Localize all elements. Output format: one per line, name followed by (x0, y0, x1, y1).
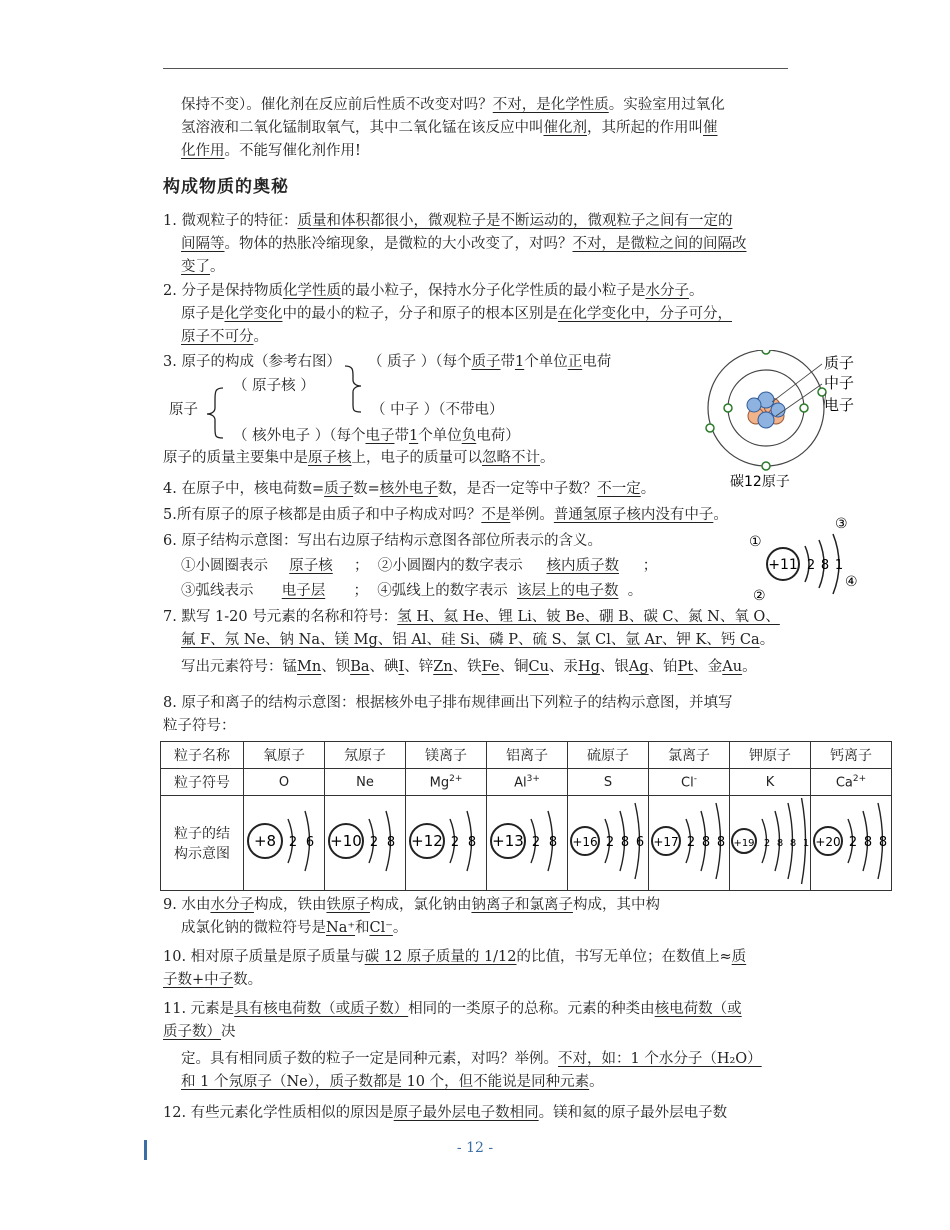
text: ； (354, 558, 369, 574)
answer: Pt (677, 659, 694, 675)
text: 。不能写催化剂作用! (224, 143, 361, 159)
particle-name: 镁离子 (406, 742, 487, 769)
text: （ 原子核 ） (233, 378, 315, 394)
answer: 忽略不计 (482, 450, 540, 466)
text: 。 (713, 507, 728, 523)
text: 、锌 (404, 659, 434, 675)
structure-diagram-cell (325, 796, 406, 891)
particle-symbol (811, 769, 892, 796)
text: （ 质子 ）（每个 (368, 354, 472, 370)
text: 带 (500, 354, 515, 370)
answer: 化作用 (181, 143, 225, 159)
shell-electron-count: 2 (450, 835, 460, 850)
sodium-structure-diagram (745, 512, 865, 604)
diagram-caption: 碳12原子 (730, 474, 790, 490)
marker-2: ② (753, 588, 766, 604)
text: 构示意图 (174, 846, 230, 862)
answer: 正 (567, 354, 583, 370)
text: 。物体的热胀冷缩现象，是微粒的大小改变了，对吗？ (224, 236, 573, 252)
text: 、铂 (648, 659, 678, 675)
shell-electron-count: 8 (716, 835, 726, 850)
charge-superscript: 2+ (449, 773, 463, 784)
row-header-name: 粒子名称 (161, 742, 244, 769)
answer: 1 (514, 354, 525, 370)
charge-superscript: 2+ (852, 773, 867, 784)
symbol-text: O (278, 774, 290, 790)
symbol-text: Al (514, 775, 527, 791)
particle-name: 氧原子 (244, 742, 325, 769)
text: 。 (742, 659, 757, 675)
text: 、银 (599, 659, 629, 675)
shell-electron-count: 2 (763, 838, 771, 849)
answer: Cu (528, 659, 549, 675)
answer: Cl⁻ (369, 920, 393, 936)
question-5 (163, 504, 788, 527)
text: （ 中子 ）（不带电） (371, 402, 504, 418)
question-11 (163, 998, 788, 1094)
particle-name: 氖原子 (325, 742, 406, 769)
text: ，其所起的作用叫 (587, 120, 703, 136)
answer: 中子 (204, 972, 234, 988)
answer: 具有核电荷数（或质子数） (234, 1001, 409, 1017)
text: 5.所有原子的原子核都是由质子和中子构成对吗？ (163, 507, 482, 523)
shell-count: 8 (820, 558, 830, 573)
answer: 不对，如：1 个水分子（H₂O） (558, 1051, 762, 1067)
question-9 (163, 894, 788, 940)
answer: 铁原子 (326, 897, 370, 913)
text: 、金 (693, 659, 723, 675)
text: 电荷 (582, 354, 612, 370)
structure-diagram-cell (244, 796, 325, 891)
text: 8. 原子和离子的结构示意图：根据核外电子排布规律画出下列粒子的结构示意图，并填写 (163, 695, 733, 711)
charge-superscript: 3+ (526, 773, 540, 784)
shell-count: 1 (834, 558, 844, 573)
text: 11. 元素是 (163, 1001, 235, 1017)
text: ； (353, 583, 368, 599)
answer: 原子核 (308, 450, 352, 466)
text: 构成，铁由 (253, 897, 327, 913)
nucleus-label: +17 (653, 835, 679, 849)
shell-electron-count: 6 (635, 835, 645, 850)
answer: 不一定 (597, 481, 641, 497)
answer: Ba (350, 659, 370, 675)
text: 数= (353, 481, 380, 497)
text: 。镁和氦的原子最外层电子数 (538, 1105, 728, 1121)
answer: 催化剂 (543, 120, 587, 136)
question-10 (163, 946, 788, 992)
text: 原子是 (181, 306, 225, 322)
particle-name: 钙离子 (811, 742, 892, 769)
text: 相同的一类原子的总称。元素的种类由 (408, 1001, 655, 1017)
particle-symbol (325, 769, 406, 796)
text: ④弧线上的数字表示 (377, 583, 508, 599)
particle-name: 氯离子 (649, 742, 730, 769)
shell-electron-count: 8 (863, 835, 873, 850)
shell-electron-count: 8 (878, 835, 888, 850)
text: 、汞 (548, 659, 578, 675)
shell-electron-count: 2 (369, 835, 379, 850)
text: 12. 有些元素化学性质相似的原因是 (163, 1105, 394, 1121)
marker-1: ① (749, 534, 762, 550)
particle-table (160, 741, 892, 891)
header-rule (163, 68, 788, 69)
text: 氢溶液和二氧化锰制取氧气，其中二氧化锰在该反应中叫 (181, 120, 544, 136)
structure-diagram (244, 798, 324, 884)
answer: Au (722, 659, 743, 675)
answer: I (398, 659, 405, 675)
particle-symbol (406, 769, 487, 796)
text: ①小圆圈表示 (181, 558, 268, 574)
electron-dot (800, 404, 808, 412)
text: （ 核外电子 ）（每个 (233, 428, 366, 444)
structure-diagram-cell (487, 796, 568, 891)
symbol-text: Ca (835, 775, 853, 791)
text: 中的最小的粒子，分子和原子的根本区别是 (282, 306, 558, 322)
structure-diagram (568, 798, 648, 884)
answer: 电子 (365, 428, 395, 444)
structure-diagram-cell (730, 796, 811, 891)
answer: 不是 (481, 507, 511, 523)
text: 、铁 (452, 659, 482, 675)
answer: 质子 (324, 481, 354, 497)
electron-dot (762, 350, 770, 354)
text: 原子 (169, 402, 198, 418)
text: 。 (688, 283, 704, 299)
text: 、铜 (499, 659, 529, 675)
shell-electron-count: 2 (686, 835, 696, 850)
answer: 和 1 个氖原子（Ne），质子数都是 10 个，但不能说是同种元素 (181, 1074, 590, 1090)
structure-diagram (325, 798, 405, 884)
answer: 质子 (471, 354, 501, 370)
text: 粒子的结 (174, 826, 230, 842)
answer: 在化学变化中，分子可分， (558, 306, 732, 322)
answer: 核内质子数 (546, 558, 619, 574)
question-3 (163, 348, 723, 468)
symbol-text: K (765, 774, 775, 790)
intro-paragraph (163, 94, 788, 163)
question-4 (163, 478, 788, 501)
text: ②小圆圈内的数字表示 (377, 558, 523, 574)
answer: 电子层 (281, 583, 326, 599)
answer: 水分子 (645, 283, 689, 299)
text: 的比值，书写无单位；在数值上≈ (516, 949, 732, 965)
answer: 原子不可分 (181, 329, 254, 345)
answer: 质量和体积都很小，微观粒子是不断运动的，微观粒子之间有一定的 (297, 213, 733, 229)
particle-symbol (568, 769, 649, 796)
answer: 核电荷数（或 (654, 1001, 742, 1017)
question-8 (163, 692, 788, 738)
structure-diagram (649, 798, 729, 884)
shell-electron-count: 8 (548, 835, 558, 850)
structure-diagram-cell (568, 796, 649, 891)
structure-diagram (406, 798, 486, 884)
text: 原子的质量主要集中是 (163, 450, 308, 466)
text: 。 (640, 481, 656, 497)
text: 2. 分子是保持物质 (163, 283, 283, 299)
text: 构成，其中构 (572, 897, 660, 913)
particle-symbol (649, 769, 730, 796)
text: 。 (392, 920, 408, 936)
answer: Ag (628, 659, 649, 675)
text: 构成，氯化钠由 (369, 897, 472, 913)
label-neutron: 中子 (824, 374, 855, 392)
shell-electron-count: 8 (386, 835, 396, 850)
text: 粒子符号： (163, 718, 236, 734)
shell-electron-count: 2 (288, 835, 298, 850)
answer: 变了 (181, 259, 210, 275)
answer: 不对，是微粒之间的间隔改 (572, 236, 747, 252)
electron-dot (762, 462, 770, 470)
row-header-symbol: 粒子符号 (161, 769, 244, 796)
symbol-text: Ne (356, 774, 374, 790)
nucleus-label: +10 (330, 832, 362, 850)
particle-name: 硫原子 (568, 742, 649, 769)
electron-dot (706, 424, 714, 432)
question-7 (163, 606, 788, 679)
text: 的最小粒子，保持水分子化学性质的最小粒子是 (340, 283, 646, 299)
label-proton: 质子 (824, 354, 855, 372)
answer: 该层上的电子数 (516, 583, 619, 599)
question-12 (163, 1102, 788, 1125)
particle-symbol (487, 769, 568, 796)
answer: Mn (297, 659, 322, 675)
text: 决 (221, 1024, 236, 1040)
text: ； (642, 558, 658, 574)
structure-diagram-cell (811, 796, 892, 891)
shell-electron-count: 8 (620, 835, 630, 850)
shell-electron-count: 8 (776, 838, 784, 849)
answer: Fe (481, 659, 500, 675)
text: 9. 水由 (163, 897, 211, 913)
answer: 原子核 (289, 558, 333, 574)
text: 。 (759, 632, 775, 648)
row-header-diagram (161, 796, 244, 891)
answer: 不对，是化学性质 (492, 97, 609, 113)
structure-diagram (730, 798, 810, 884)
answer: 普通氢原子核内没有中子 (553, 507, 714, 523)
text: 、碘 (369, 659, 399, 675)
label-electron: 电子 (824, 396, 855, 414)
text: 保持不变）。催化剂在反应前后性质不改变对吗？ (181, 97, 493, 113)
text: 。 (627, 583, 643, 599)
text: 6. 原子结构示意图：写出右边原子结构示意图各部位所表示的含义。 (163, 533, 602, 549)
answer: 质子数） (163, 1024, 221, 1040)
answer: 化学性质 (282, 283, 341, 299)
text: 10. 相对原子质量是原子质量与 (163, 949, 365, 965)
text: 个单位 (418, 428, 462, 444)
nucleus-label: +11 (768, 557, 798, 573)
text: 定。具有相同质子数的粒子一定是同种元素，对吗？举例。 (181, 1051, 558, 1067)
question-2 (163, 280, 788, 349)
answer: Na⁺ (326, 920, 355, 936)
text: 举例。 (510, 507, 554, 523)
answer: 化学变化 (224, 306, 283, 322)
text: 。 (253, 329, 268, 345)
particle-name: 铝离子 (487, 742, 568, 769)
structure-diagram-cell (406, 796, 487, 891)
particle-symbol (730, 769, 811, 796)
answer: 催 (703, 120, 718, 136)
answer: 氟 F、氖 Ne、钠 Na、镁 Mg、铝 Al、硅 Si、磷 P、硫 S、氯 Cl、氩 Ar、钾 K、钙 Ca (181, 632, 760, 648)
text: 。实验室用过氧化 (608, 97, 725, 113)
text: 和 (355, 920, 370, 936)
shell-electron-count: 2 (605, 835, 615, 850)
answer: 间隔等 (181, 236, 225, 252)
shell-electron-count: 2 (531, 835, 541, 850)
particle-symbol (244, 769, 325, 796)
text: 个单位 (524, 354, 568, 370)
page-number: - 12 - (456, 1140, 494, 1156)
text: 。 (589, 1074, 604, 1090)
text: 4. 在原子中，核电荷数= (163, 481, 325, 497)
structure-diagram (811, 798, 891, 884)
nucleus-label: +19 (733, 838, 755, 849)
shell-electron-count: 8 (789, 838, 797, 849)
text: 电荷） (476, 428, 520, 444)
answer: 水分子 (210, 897, 254, 913)
text: 上，电子的质量可以 (351, 450, 482, 466)
question-6 (163, 530, 723, 603)
answer: 负 (461, 428, 477, 444)
answer: 1 (408, 428, 419, 444)
answer: 子数+ (163, 972, 205, 988)
answer: 原子最外层电子数相同 (393, 1105, 539, 1121)
particle-name: 钾原子 (730, 742, 811, 769)
text: 写出元素符号：锰 (181, 659, 297, 675)
carbon-atom-diagram (700, 350, 870, 490)
answer: 钠离子和氯离子 (471, 897, 573, 913)
nucleus-label: +13 (492, 832, 524, 850)
text: ③弧线表示 (181, 583, 254, 599)
shell-electron-count: 2 (848, 835, 858, 850)
marker-4: ④ (845, 574, 858, 590)
text: 。 (210, 259, 225, 275)
nucleus-label: +12 (411, 832, 443, 850)
symbol-text: S (603, 774, 613, 790)
answer: 核外电子 (379, 481, 438, 497)
shell-count: 2 (806, 558, 816, 573)
text: 、钡 (321, 659, 351, 675)
text: 带 (394, 428, 409, 444)
text: 数。 (233, 972, 263, 988)
nucleus-label: +8 (253, 832, 277, 850)
answer: 氢 H、氦 He、锂 Li、铍 Be、硼 B、碳 C、氮 N、氧 O、 (397, 609, 780, 625)
shell-electron-count: 8 (467, 835, 477, 850)
shell-electron-count: 1 (802, 838, 810, 849)
text: 1. 微观粒子的特征： (163, 213, 298, 229)
nucleus-label: +20 (815, 835, 841, 849)
question-1 (163, 210, 788, 279)
answer: 碳 12 原子质量的 1/12 (364, 949, 517, 965)
answer: 质 (731, 949, 747, 965)
symbol-text: Mg (429, 775, 450, 791)
text: 成氯化钠的微粒符号是 (181, 920, 326, 936)
symbol-text: Cl (681, 775, 694, 791)
structure-diagram-cell (649, 796, 730, 891)
section-title: 构成物质的奥秘 (163, 177, 289, 197)
marker-3: ③ (835, 516, 848, 532)
answer: Hg (577, 659, 600, 675)
braces (163, 348, 403, 458)
nucleus-label: +16 (572, 835, 598, 849)
text: 3. 原子的构成（参考右图） (163, 354, 341, 370)
shell-electron-count: 6 (305, 835, 315, 850)
structure-diagram (487, 798, 567, 884)
text: 数，是否一定等中子数？ (437, 481, 598, 497)
shell-electron-count: 8 (701, 835, 711, 850)
text: 。 (540, 450, 555, 466)
electron-dot (724, 404, 732, 412)
text: 7. 默写 1-20 号元素的名称和符号： (163, 609, 398, 625)
answer: Zn (433, 659, 453, 675)
charge-superscript: - (693, 773, 697, 784)
